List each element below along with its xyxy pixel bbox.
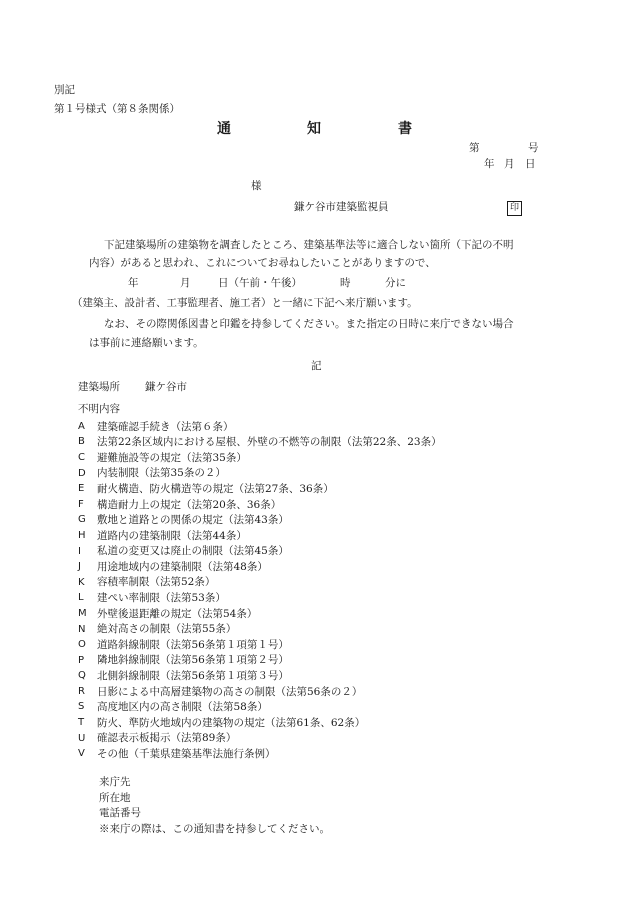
address-label: 所在地 [99,792,131,804]
unclear-item-letter: H [78,529,86,541]
destination-label: 来庁先 [99,776,131,788]
unclear-item-letter: I [78,545,81,557]
unclear-item [78,746,442,762]
unclear-item-letter: K [78,576,85,588]
unclear-item-text: 敷地と道路との関係の規定（法第43条） [97,514,289,527]
unclear-item [78,513,442,529]
unclear-item-text: 内装制限（法第35条の２） [97,467,226,480]
unclear-item-letter: L [78,592,84,604]
unclear-item-letter: U [78,732,86,744]
unclear-item [78,481,442,497]
unclear-item [78,466,442,482]
unclear-item-letter: E [78,483,85,495]
form-number: 第１号様式（第８条関係） [54,103,180,115]
footer-note: ※来庁の際は、この通知書を持参してください。 [99,823,330,835]
unclear-item [78,435,442,451]
body-paragraph-1-line-2: 内容）があると思われ、これについてお尋ねしたいことがありますので、 [89,257,436,269]
title-char-3: 書 [398,121,412,137]
unclear-item-letter: M [78,607,87,619]
unclear-item-text: 高度地区内の高さ制限（法第58条） [97,701,268,714]
unclear-item [78,731,442,747]
unclear-item [78,715,442,731]
unclear-item [78,653,442,669]
doc-number-suffix: 号 [528,142,539,154]
unclear-item-text: 容積率制限（法第52条） [97,576,216,589]
unclear-item-text: 避難施設等の規定（法第35条） [97,451,247,464]
seal-mark [507,201,522,216]
appointment-year: 年 [128,277,139,289]
unclear-item [78,528,442,544]
unclear-item [78,622,442,638]
unclear-item-text: 防火、準防火地域内の建築物の規定（法第61条、62条） [97,716,366,729]
unclear-contents-label: 不明内容 [78,403,120,415]
unclear-item-text: 耐火構造、防火構造等の規定（法第27条、36条） [97,482,334,495]
appointment-month: 月 [180,277,191,289]
unclear-item-letter: N [78,623,86,635]
unclear-item [78,497,442,513]
appendix-label: 別記 [54,84,75,96]
unclear-item-letter: V [78,748,85,760]
unclear-item-text: 確認表示板掲示（法第89条） [97,732,237,745]
phone-label: 電話番号 [99,807,141,819]
unclear-item-letter: Q [78,670,86,682]
unclear-item-letter: B [78,436,85,448]
appointment-minute: 分に [385,277,406,289]
seal-label: 印 [507,201,522,216]
appointment-day: 日（午前・午後） [218,277,302,289]
unclear-item-letter: F [78,498,84,510]
unclear-item [78,544,442,560]
title-char-2: 知 [307,121,321,137]
appointment-hour: 時 [340,277,351,289]
unclear-item [78,591,442,607]
unclear-item-text: 構造耐力上の規定（法第20条、36条） [97,498,282,511]
unclear-item-letter: O [78,639,86,651]
date-month: 月 [504,158,515,170]
unclear-item-text: 絶対高さの制限（法第55条） [97,623,237,636]
body-paragraph-1-line-4: （建築主、設計者、工事監理者、施工者）と一緒に下記へ来庁願います。 [72,297,418,309]
unclear-item-text: 私道の変更又は廃止の制限（法第45条） [97,545,289,558]
title-char-1: 通 [217,121,231,137]
unclear-item-text: 日影による中高層建築物の高さの制限（法第56条の２） [97,685,363,698]
date-day: 日 [525,158,536,170]
unclear-item [78,606,442,622]
unclear-item-letter: R [78,685,85,697]
unclear-item-text: 外壁後退距離の規定（法第54条） [97,607,258,620]
unclear-item-letter: S [78,701,85,713]
unclear-item [78,559,442,575]
unclear-item-text: 隣地斜線制限（法第56条第１項第２号） [97,654,289,667]
unclear-item-letter: D [78,467,86,479]
unclear-item-text: その他（千葉県建築基準法施行条例） [97,748,276,761]
body-paragraph-2-line-1: なお、その際関係図書と印鑑を持参してください。また指定の日時に来庁できない場合 [104,318,514,330]
unclear-item [78,575,442,591]
unclear-item-text: 建築確認手続き（法第６条） [97,420,234,433]
location-value: 鎌ケ谷市 [145,381,187,393]
unclear-item-text: 法第22条区域内における屋根、外壁の不燃等の制限（法第22条、23条） [97,436,442,449]
unclear-item-text: 用途地域内の建築制限（法第48条） [97,560,268,573]
unclear-item [78,684,442,700]
unclear-item-text: 道路内の建築制限（法第44条） [97,529,247,542]
addressee-honorific: 様 [251,180,262,192]
unclear-item-text: 道路斜線制限（法第56条第１項第１号） [97,638,289,651]
unclear-item-letter: J [78,561,81,573]
unclear-item-letter: A [78,420,85,432]
unclear-item [78,419,442,435]
ki-marker: 記 [311,360,322,372]
body-paragraph-1-line-1: 下記建築場所の建築物を調査したところ、建築基準法等に適合しない箇所（下記の不明 [104,239,514,251]
unclear-item [78,700,442,716]
unclear-item-text: 北側斜線制限（法第56条第１項第３号） [97,670,289,683]
body-paragraph-2-line-2: は事前に連絡願います。 [89,337,204,349]
sender-name: 鎌ケ谷市建築監視員 [294,201,389,213]
unclear-item [78,669,442,685]
unclear-item [78,450,442,466]
unclear-item [78,637,442,653]
unclear-item-letter: G [78,514,86,526]
unclear-items-list [78,419,442,762]
unclear-item-letter: C [78,451,85,463]
unclear-item-letter: P [78,654,85,666]
date-year: 年 [484,158,495,170]
unclear-item-text: 建ぺい率制限（法第53条） [97,592,226,605]
unclear-item-letter: T [78,717,85,729]
location-label: 建築場所 [78,381,120,393]
doc-number-prefix: 第 [469,142,480,154]
